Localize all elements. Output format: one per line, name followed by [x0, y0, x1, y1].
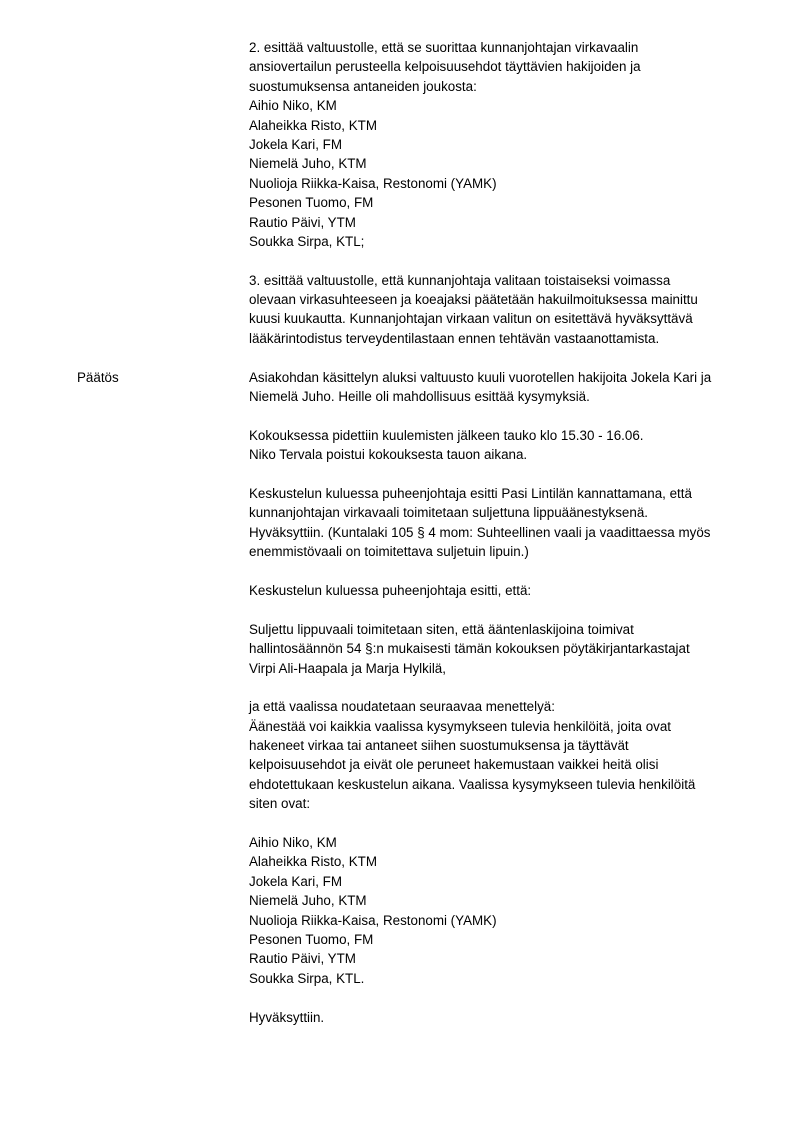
- paragraph-line: hakeneet virkaa tai antaneet siihen suostumuksensa ja täyttävät: [249, 738, 629, 754]
- paragraph-line: kelpoisuusehdot ja eivät ole peruneet hakemustaan vaikkei heitä olisi: [249, 757, 659, 773]
- candidate-item: Pesonen Tuomo, FM: [249, 931, 374, 947]
- paragraph-line: suostumuksensa antaneiden joukosta:: [249, 78, 477, 94]
- candidate-item: Jokela Kari, FM: [249, 136, 343, 152]
- paragraph-line: siten ovat:: [249, 796, 311, 812]
- decision-result: Hyväksyttiin.: [249, 1009, 325, 1025]
- decision-paragraph-2: [249, 426, 769, 465]
- candidate-item: Rautio Päivi, YTM: [249, 214, 356, 230]
- paragraph-line: enemmistövaali on toimitettava suljetuin lipuin.): [249, 544, 529, 560]
- spacer: [249, 465, 769, 484]
- paragraph-line: ansiovertailun perusteella kelpoisuusehdot täyttävien hakijoiden ja: [249, 59, 641, 75]
- proposal-item-2: [249, 38, 769, 96]
- spacer: [249, 600, 769, 619]
- spacer: [249, 678, 769, 697]
- paragraph-line: Niko Tervala poistui kokouksesta tauon aikana.: [249, 447, 528, 463]
- document-body: [249, 38, 769, 1027]
- paragraph-line: ja että vaalissa noudatetaan seuraavaa menettelyä:: [249, 699, 555, 715]
- paragraph-line: Niemelä Juho. Heille oli mahdollisuus esittää kysymyksiä.: [249, 389, 590, 405]
- paragraph-line: kuusi kuukautta. Kunnanjohtajan virkaan valitun on esitettävä hyväksyttävä: [249, 311, 693, 327]
- candidate-list: [249, 96, 769, 251]
- decision-paragraph-4: [249, 581, 769, 600]
- candidate-item: Nuolioja Riikka-Kaisa, Restonomi (YAMK): [249, 912, 497, 928]
- candidate-item: Alaheikka Risto, KTM: [249, 117, 377, 133]
- candidate-item: Nuolioja Riikka-Kaisa, Restonomi (YAMK): [249, 175, 497, 191]
- spacer: [249, 348, 769, 367]
- paragraph-line: Asiakohdan käsittelyn aluksi valtuusto kuuli vuorotellen hakijoita Jokela Kari ja: [249, 369, 712, 385]
- paragraph-line: Suljettu lippuvaali toimitetaan siten, että ääntenlaskijoina toimivat: [249, 621, 634, 637]
- paragraph-line: hallintosäännön 54 §:n mukaisesti tämän kokouksen pöytäkirjantarkastajat: [249, 641, 690, 657]
- proposal-item-3: [249, 271, 769, 349]
- spacer: [249, 562, 769, 581]
- decision-paragraph-1: [249, 368, 769, 407]
- candidate-item: Niemelä Juho, KTM: [249, 893, 367, 909]
- spacer: [249, 814, 769, 833]
- candidate-item: Niemelä Juho, KTM: [249, 156, 367, 172]
- candidate-item: Aihio Niko, KM: [249, 98, 337, 114]
- candidate-item: Soukka Sirpa, KTL;: [249, 233, 365, 249]
- candidate-item: Jokela Kari, FM: [249, 873, 343, 889]
- spacer: [249, 251, 769, 270]
- paragraph-line: 2. esittää valtuustolle, että se suorittaa kunnanjohtajan virkavaalin: [249, 40, 639, 55]
- candidate-item: Soukka Sirpa, KTL.: [249, 970, 365, 986]
- paragraph-line: Keskustelun kuluessa puheenjohtaja esitti Pasi Lintilän kannattamana, että: [249, 485, 692, 501]
- candidate-list-final: [249, 833, 769, 988]
- decision-paragraph-5: [249, 620, 769, 678]
- candidate-item: Rautio Päivi, YTM: [249, 951, 356, 967]
- spacer: [249, 988, 769, 1007]
- decision-label: Päätös: [77, 370, 119, 385]
- decision-paragraph-3: [249, 484, 769, 562]
- paragraph-line: Hyväksyttiin. (Kuntalaki 105 § 4 mom: Suhteellinen vaali ja vaadittaessa myös: [249, 524, 711, 540]
- paragraph-line: Virpi Ali-Haapala ja Marja Hylkilä,: [249, 660, 446, 676]
- decision-paragraph-6: [249, 697, 769, 813]
- paragraph-line: ehdotettukaan keskustelun aikana. Vaalissa kysymykseen tulevia henkilöitä: [249, 776, 696, 792]
- candidate-item: Pesonen Tuomo, FM: [249, 195, 374, 211]
- paragraph-line: kunnanjohtajan virkavaali toimitetaan suljettuna lippuäänestyksenä.: [249, 505, 648, 521]
- paragraph-line: Kokouksessa pidettiin kuulemisten jälkeen tauko klo 15.30 - 16.06.: [249, 427, 644, 443]
- candidate-item: Alaheikka Risto, KTM: [249, 854, 377, 870]
- paragraph-line: olevaan virkasuhteeseen ja koeajaksi päätetään hakuilmoituksessa mainittu: [249, 292, 698, 308]
- paragraph-line: Keskustelun kuluessa puheenjohtaja esitti, että:: [249, 582, 532, 598]
- paragraph-line: 3. esittää valtuustolle, että kunnanjohtaja valitaan toistaiseksi voimassa: [249, 272, 671, 288]
- candidate-item: Aihio Niko, KM: [249, 835, 337, 851]
- spacer: [249, 406, 769, 425]
- paragraph-line: lääkärintodistus terveydentilastaan ennen tehtävän vastaanottamista.: [249, 330, 660, 346]
- paragraph-line: Äänestää voi kaikkia vaalissa kysymykseen tulevia henkilöitä, joita ovat: [249, 718, 672, 734]
